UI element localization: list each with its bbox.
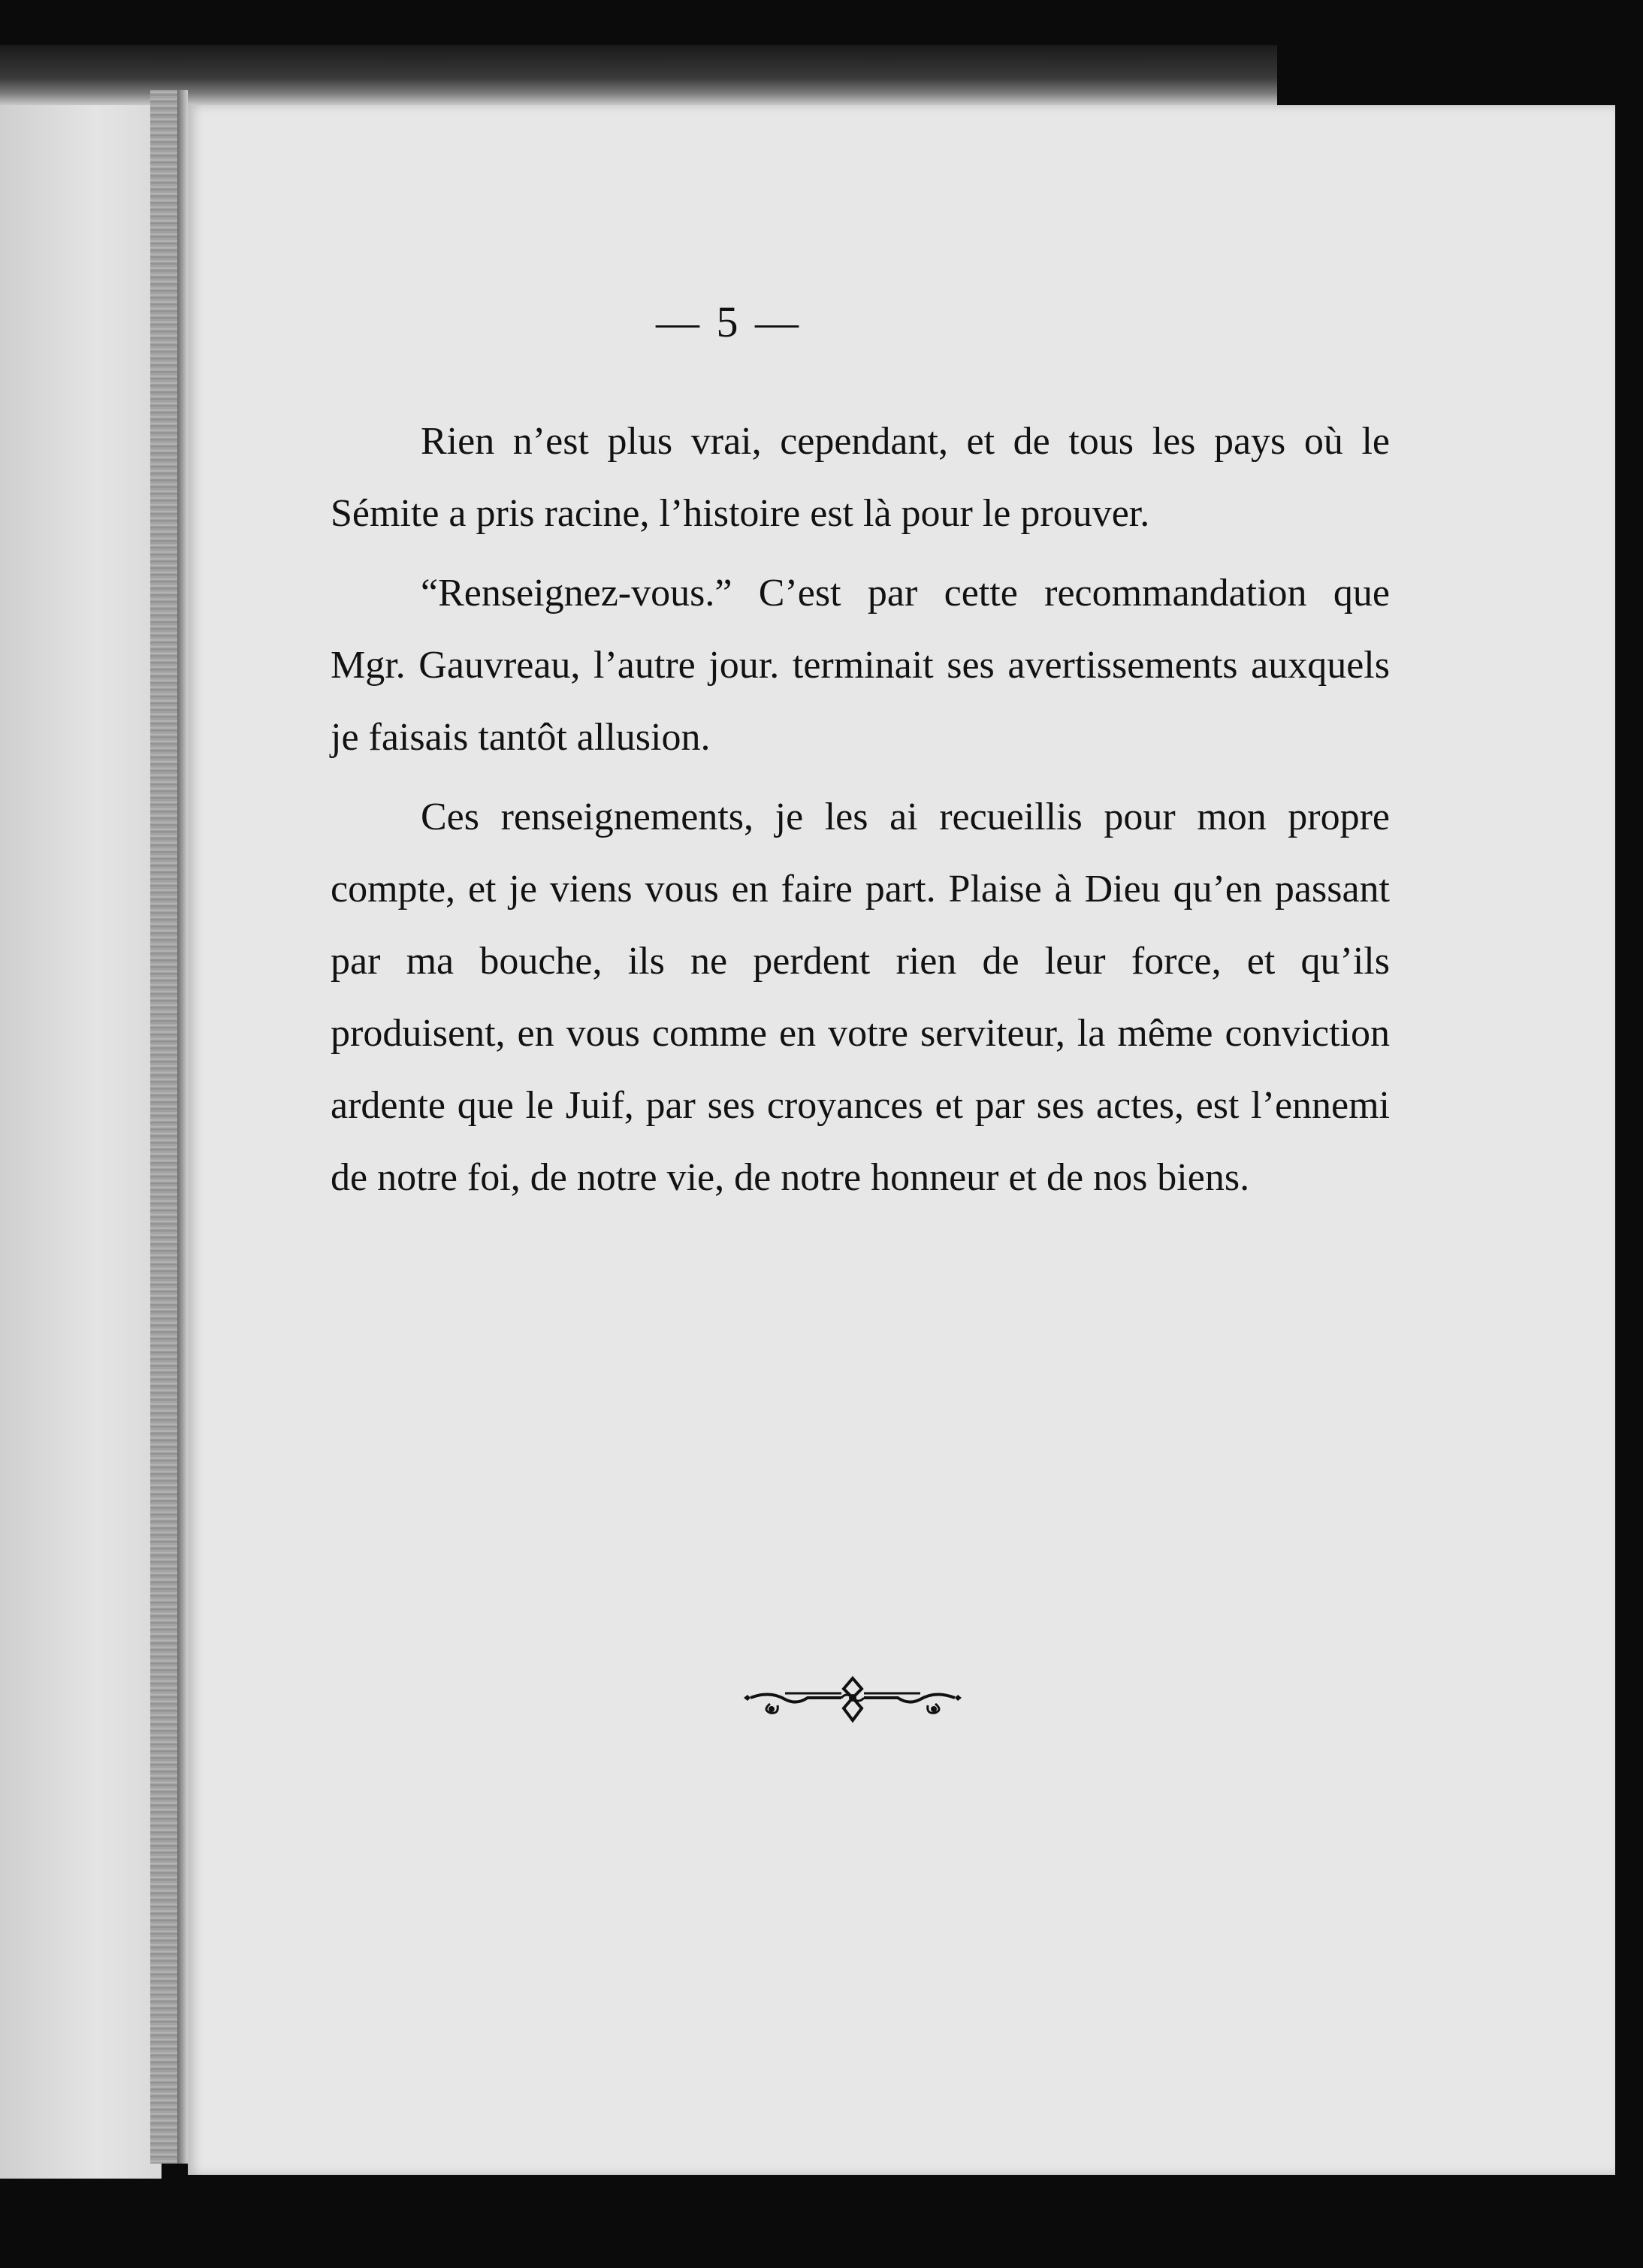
book-page [188, 105, 1615, 2175]
scan-top-border [0, 45, 1277, 105]
paragraph-1: Rien n’est plus vrai, cependant, et de tous les pays où le Sémite a pris racine, l’histoire est là pour le prouver. [331, 420, 1390, 535]
gutter-shadow [177, 90, 188, 2164]
scroll-flourish-icon [740, 1668, 965, 1728]
ornament-graphic [740, 1668, 965, 1728]
facing-page-edge [0, 83, 162, 2179]
paragraph-2: “Renseignez-vous.” C’est par cette recommandation que Mgr. Gauvreau, l’autre jour. terminait ses avertissements auxquels je faisais tantôt allusion. [331, 572, 1390, 759]
page-body [331, 406, 1390, 1214]
page-number: — 5 — [656, 297, 802, 346]
book-spine [150, 90, 180, 2164]
paragraph-3: Ces renseignements, je les ai recueillis pour mon propre compte, et je viens vous en faire part. Plaise à Dieu qu’en passant par ma bouche, ils ne perdent rien de leur force, et qu’ils produisent, en vous comme en votre serviteur, la même conviction ardente que le Juif, par ses croyances et par ses actes, est l’ennemi de notre foi, de notre vie, de notre honneur et de nos biens. [331, 796, 1390, 1199]
